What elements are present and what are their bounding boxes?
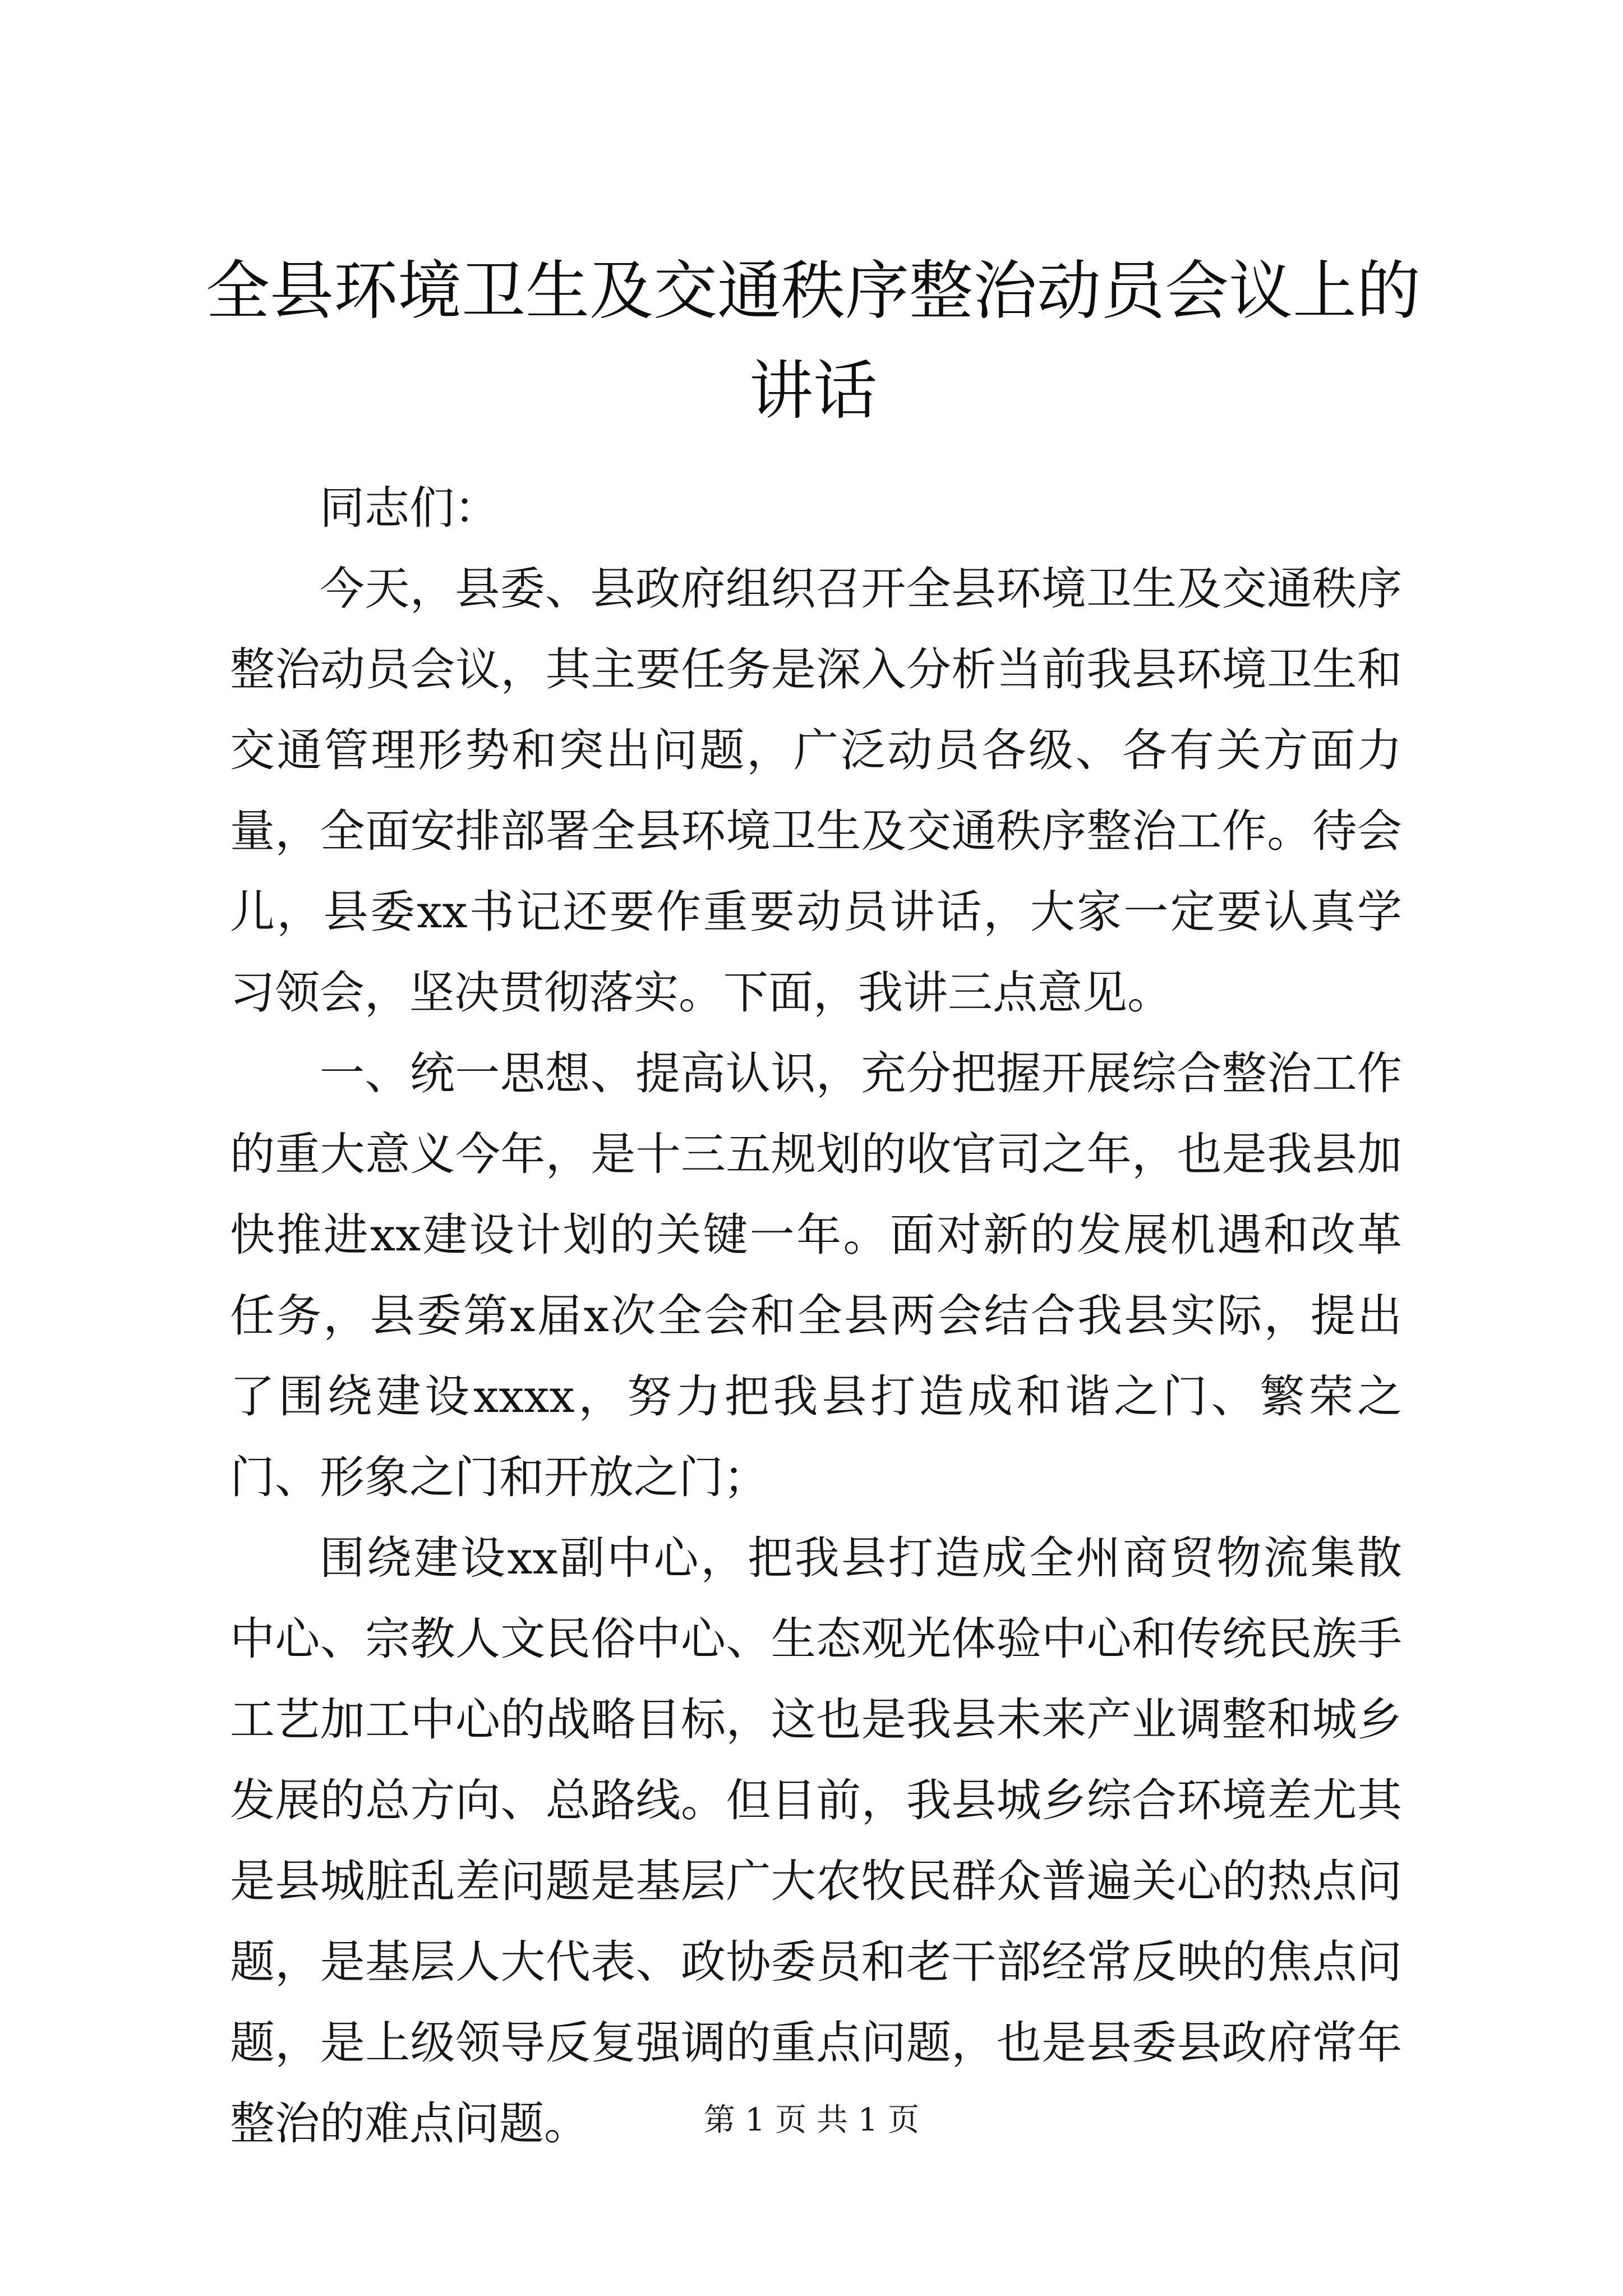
paragraph-section-one: 一、统一思想、提高认识，充分把握开展综合整治工作的重大意义今年，是十三五规划的收官司之年，也是我县加快推进xx建设计划的关键一年。面对新的发展机遇和改革任务，县委第x届x次全会和全县两会结合我县实际，提出了围绕建设xxxx，努力把我县打造成和谐之门、繁荣之门、形象之门和开放之门；	[230, 1047, 1402, 1503]
page-footer: 第 1 页 共 1 页	[703, 2102, 920, 2138]
paragraph-strategic-goals: 围绕建设xx副中心，把我县打造成全州商贸物流集散中心、宗教人文民俗中心、生态观光体验中心和传统民族手工艺加工中心的战略目标，这也是我县未来产业调整和城乡发展的总方向、总路线。但目前，我县城乡综合环境差尤其是县城脏乱差问题是基层广大农牧民群众普遍关心的热点问题，是基层人大代表、政协委员和老干部经常反映的焦点问题，是上级领导反复强调的重点问题，也是县委县政府常年整治的难点问题。	[230, 1532, 1402, 2150]
salutation: 同志们：	[320, 482, 499, 534]
document-title: 全县环境卫生及交通秩序整治动员会议上的讲话	[205, 254, 1421, 428]
paragraph-intro: 今天，县委、县政府组织召开全县环境卫生及交通秩序整治动员会议，其主要任务是深入分析当前我县环境卫生和交通管理形势和突出问题，广泛动员各级、各有关方面力量，全面安排部署全县环境卫生及交通秩序整治工作。待会儿，县委xx书记还要作重要动员讲话，大家一定要认真学习领会，坚决贯彻落实。下面，我讲三点意见。	[230, 563, 1402, 1019]
document-body	[230, 468, 1402, 2164]
